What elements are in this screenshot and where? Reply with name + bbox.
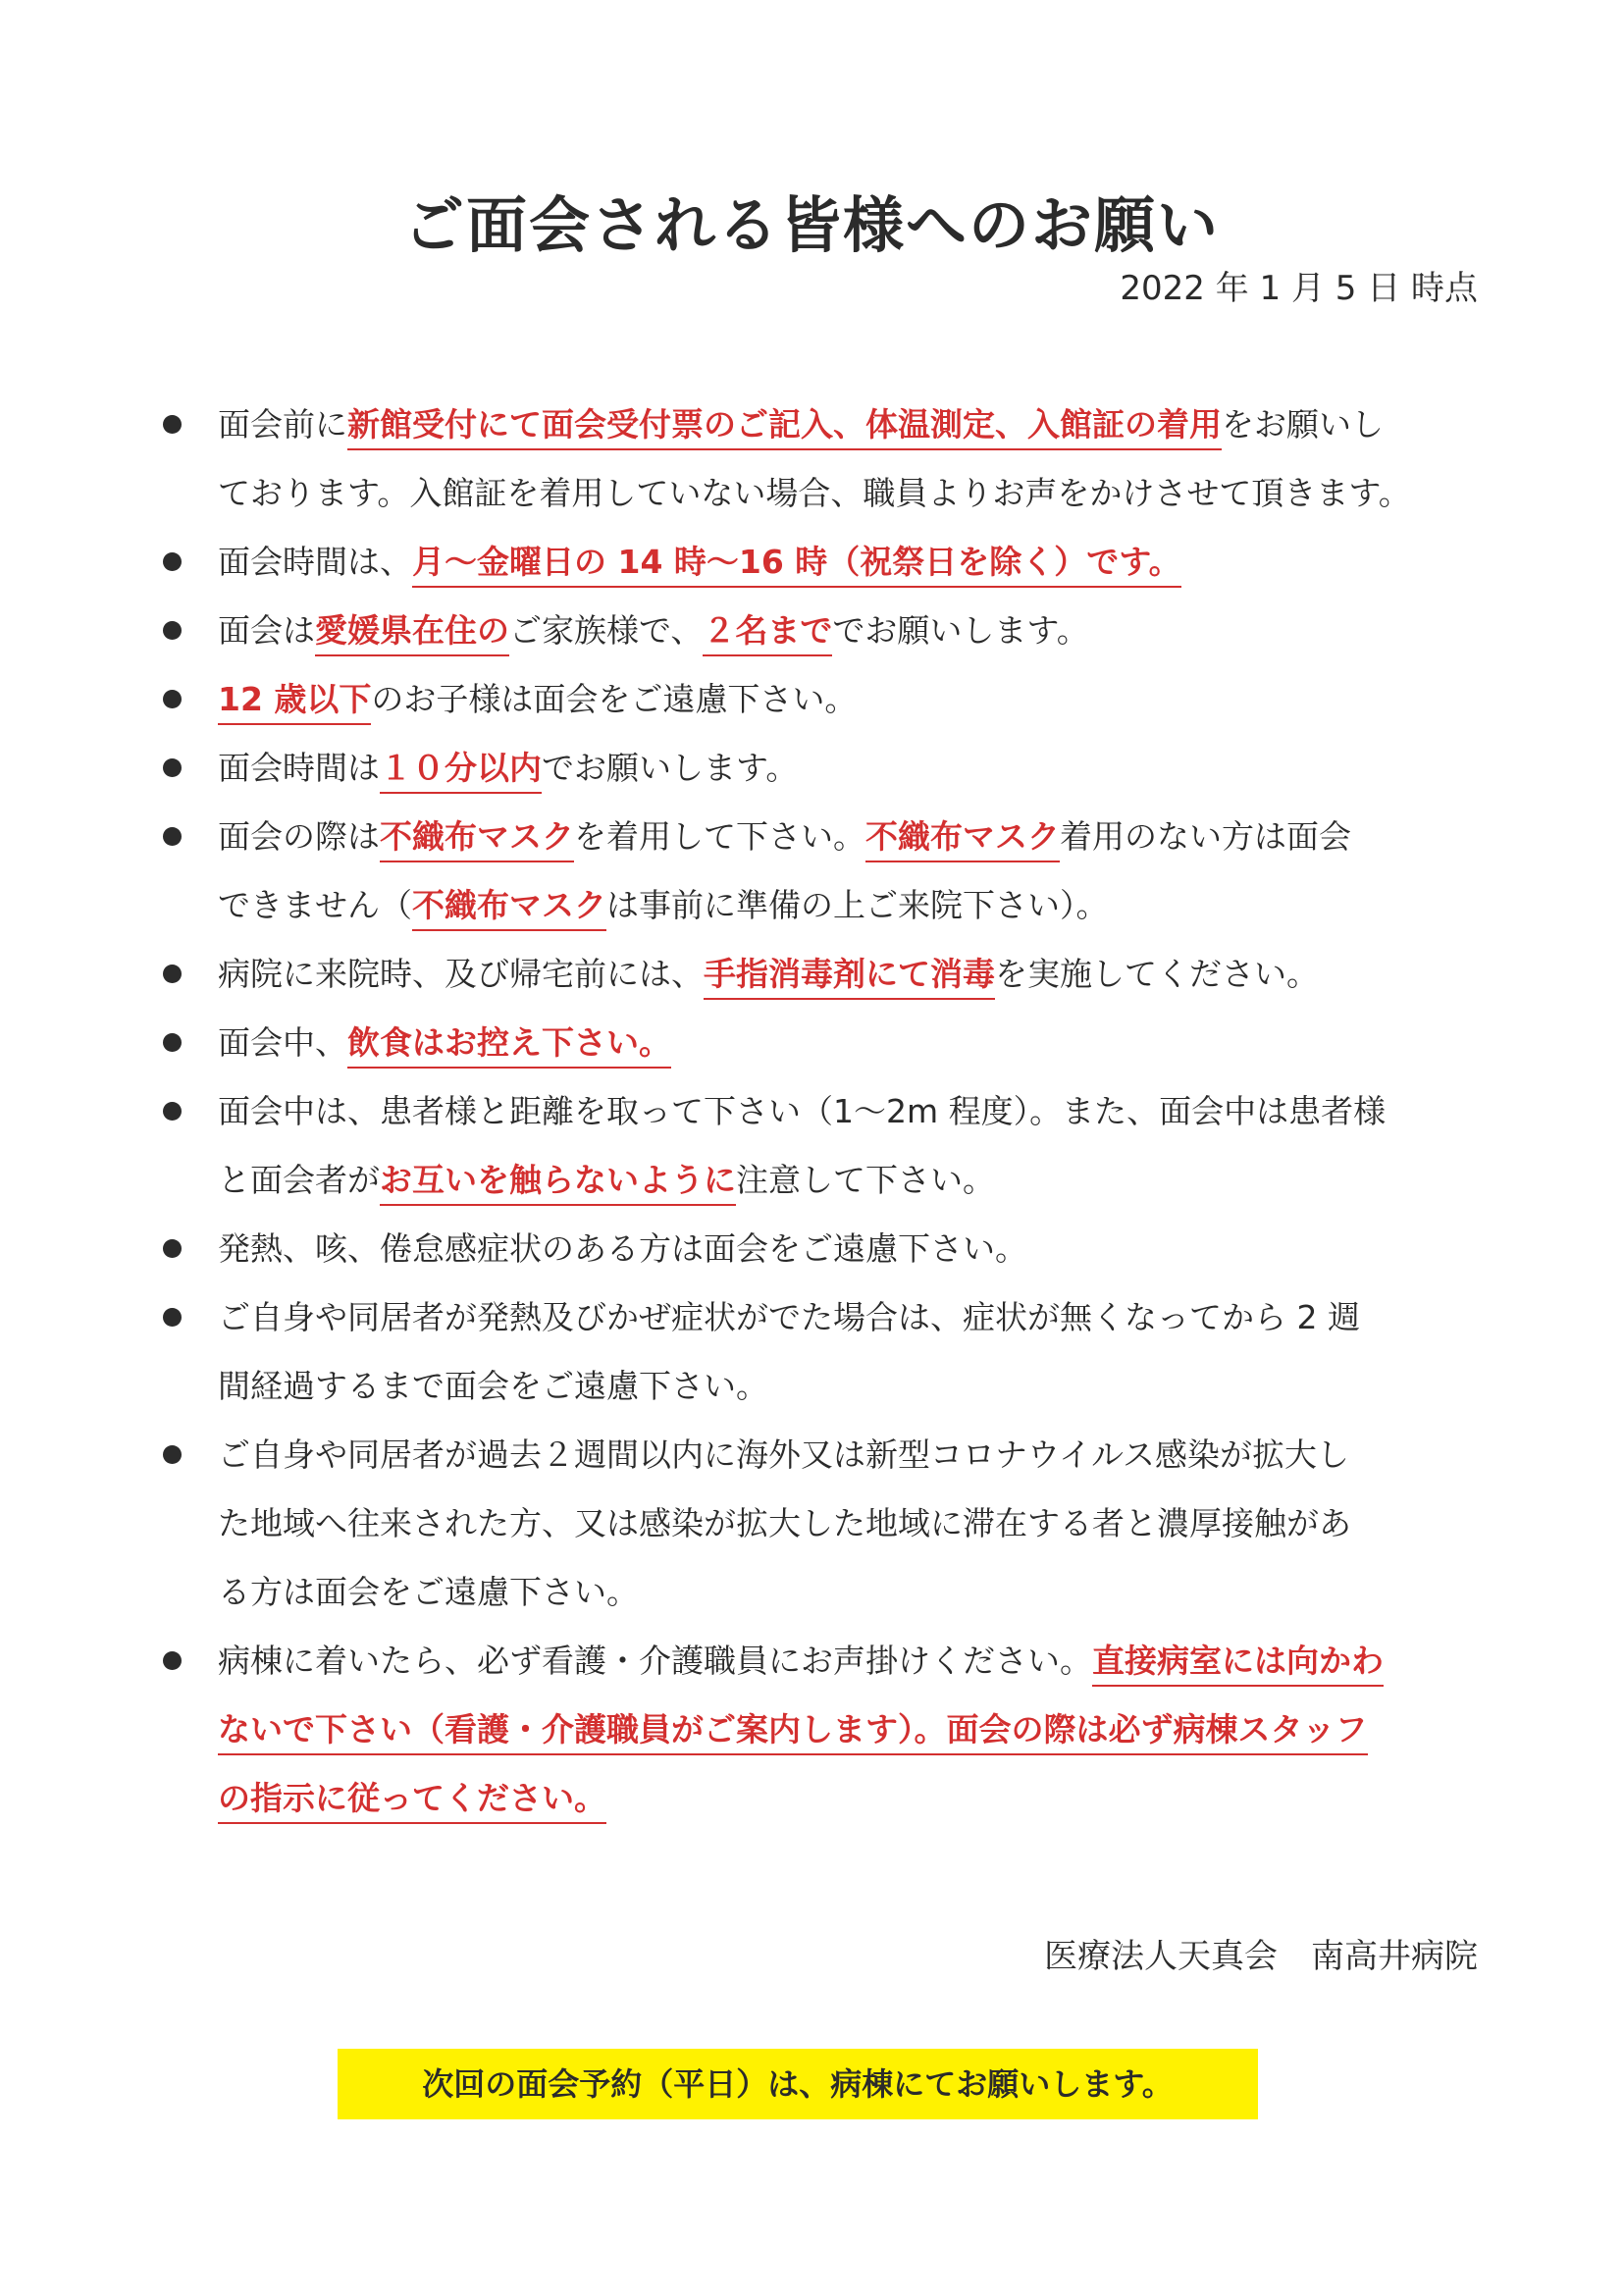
notice-line xyxy=(218,1215,1484,1283)
notice-line xyxy=(218,1146,1484,1215)
bullet-icon xyxy=(163,1239,182,1258)
emphasis-text: 手指消毒剤にて消毒 xyxy=(704,955,995,1000)
bullet-icon xyxy=(163,1308,182,1327)
bullet-icon xyxy=(163,1033,182,1052)
notice-line xyxy=(218,1558,1484,1627)
notice-text: をお願いし xyxy=(1222,405,1384,444)
notice-text: は事前に準備の上ご来院下さい）。 xyxy=(606,886,1109,924)
bullet-icon xyxy=(163,1445,182,1464)
emphasis-text: 月～金曜日の 14 時～16 時（祝祭日を除く）です。 xyxy=(412,543,1181,588)
notice-text: ております。入館証を着用していない場合、職員よりお声をかけさせて頂きます。 xyxy=(218,474,1411,512)
notice-text: ご自身や同居者が発熱及びかぜ症状がでた場合は、症状が無くなってから 2 週 xyxy=(218,1298,1360,1336)
notice-item xyxy=(0,391,1484,528)
notice-text: ご自身や同居者が過去２週間以内に海外又は新型コロナウイルス感染が拡大し xyxy=(218,1435,1350,1474)
notice-line xyxy=(218,1489,1484,1558)
notice-text: ご家族様で、 xyxy=(509,611,704,650)
bullet-icon xyxy=(163,1102,182,1121)
bullet-icon xyxy=(163,827,182,846)
notice-line xyxy=(218,597,1484,665)
notice-text: でお願いします。 xyxy=(832,611,1089,650)
page-title: ご面会される皆様へのお願い xyxy=(402,188,1220,261)
notice-line xyxy=(218,391,1484,459)
notice-line xyxy=(218,665,1484,734)
notice-text: 着用のない方は面会 xyxy=(1060,817,1351,856)
notice-text: 面会前に xyxy=(218,405,347,444)
emphasis-text: の指示に従ってください。 xyxy=(218,1779,606,1824)
notice-line xyxy=(218,940,1484,1009)
notice-text: た地域へ往来された方、又は感染が拡大した地域に滞在する者と濃厚接触があ xyxy=(218,1504,1351,1542)
emphasis-text: 12 歳以下 xyxy=(218,680,371,725)
notice-item xyxy=(0,1009,1484,1077)
notice-item xyxy=(0,1421,1484,1627)
notice-text: 病棟に着いたら、必ず看護・介護職員にお声掛けください。 xyxy=(218,1642,1092,1680)
notice-item xyxy=(0,528,1484,597)
bullet-icon xyxy=(163,965,182,983)
notice-line xyxy=(218,459,1484,528)
notice-line xyxy=(218,734,1484,803)
notice-text: 発熱、咳、倦怠感症状のある方は面会をご遠慮下さい。 xyxy=(218,1229,1027,1268)
emphasis-text: お互いを触らないように xyxy=(380,1161,736,1206)
notice-text: を実施してください。 xyxy=(995,955,1319,993)
notice-text: る方は面会をご遠慮下さい。 xyxy=(218,1573,639,1611)
notice-text: と面会者が xyxy=(218,1161,380,1199)
notice-line xyxy=(218,1283,1484,1352)
notice-line xyxy=(218,1627,1484,1696)
notice-line xyxy=(218,871,1484,940)
notice-list xyxy=(0,391,1623,1833)
emphasis-text: 直接病室には向かわ xyxy=(1092,1642,1384,1687)
notice-item xyxy=(0,940,1484,1009)
emphasis-text: 飲食はお控え下さい。 xyxy=(347,1023,671,1069)
notice-text: 面会中は、患者様と距離を取って下さい（1～2m 程度）。また、面会中は患者様 xyxy=(218,1092,1387,1130)
emphasis-text: 新館受付にて面会受付票のご記入、体温測定、入館証の着用 xyxy=(347,405,1222,450)
notice-item xyxy=(0,1215,1484,1283)
bullet-icon xyxy=(163,415,182,434)
hospital-signature: 医療法人天真会 南高井病院 xyxy=(1044,1937,1478,1976)
notice-line xyxy=(218,1077,1484,1146)
as-of-date: 2022 年 1 月 5 日 時点 xyxy=(1120,269,1478,308)
notice-text: 面会の際は xyxy=(218,817,380,856)
bullet-icon xyxy=(163,1651,182,1670)
notice-line xyxy=(218,1764,1484,1833)
emphasis-text: 愛媛県在住の xyxy=(315,611,509,656)
notice-item xyxy=(0,803,1484,940)
notice-text: 面会時間は、 xyxy=(218,543,412,581)
notice-line xyxy=(218,1009,1484,1077)
notice-line xyxy=(218,528,1484,597)
notice-line xyxy=(218,1421,1484,1489)
notice-text: 病院に来院時、及び帰宅前には、 xyxy=(218,955,704,993)
notice-item xyxy=(0,597,1484,665)
notice-line xyxy=(218,1352,1484,1421)
notice-item xyxy=(0,1077,1484,1215)
notice-line xyxy=(218,803,1484,871)
emphasis-text: １０分以内 xyxy=(380,749,542,794)
notice-text: を着用して下さい。 xyxy=(574,817,865,856)
bullet-icon xyxy=(163,758,182,777)
bullet-icon xyxy=(163,621,182,640)
notice-text: 面会中、 xyxy=(218,1023,347,1062)
emphasis-text: 不織布マスク xyxy=(380,817,574,862)
notice-item xyxy=(0,734,1484,803)
notice-text: 注意して下さい。 xyxy=(736,1161,995,1199)
notice-item xyxy=(0,1283,1484,1421)
notice-item xyxy=(0,665,1484,734)
notice-text: 面会時間は xyxy=(218,749,380,787)
bullet-icon xyxy=(163,690,182,708)
notice-text: できません（ xyxy=(218,886,412,924)
notice-text: 面会は xyxy=(218,611,315,650)
emphasis-text: ２名まで xyxy=(703,611,832,656)
notice-text: 間経過するまで面会をご遠慮下さい。 xyxy=(218,1367,768,1405)
notice-text: でお願いします。 xyxy=(542,749,799,787)
reservation-banner: 次回の面会予約（平日）は、病棟にてお願いします。 xyxy=(338,2049,1258,2119)
emphasis-text: 不織布マスク xyxy=(412,886,606,931)
emphasis-text: 不織布マスク xyxy=(865,817,1060,862)
emphasis-text: ないで下さい（看護・介護職員がご案内します）。面会の際は必ず病棟スタッフ xyxy=(218,1710,1368,1755)
notice-item xyxy=(0,1627,1484,1833)
bullet-icon xyxy=(163,552,182,571)
notice-text: のお子様は面会をご遠慮下さい。 xyxy=(371,680,858,718)
notice-line xyxy=(218,1696,1484,1764)
